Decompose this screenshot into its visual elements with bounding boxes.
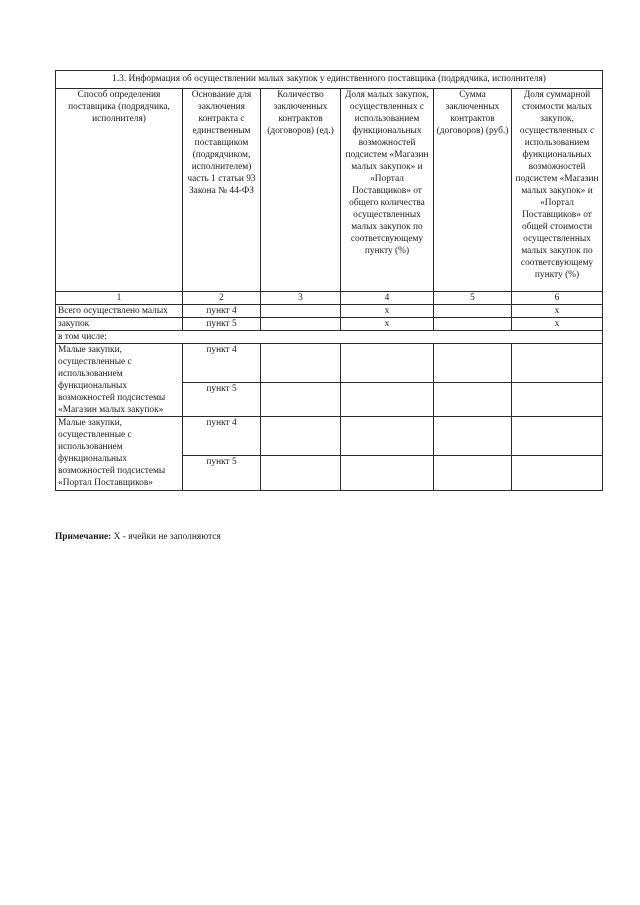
cell-count[interactable] — [261, 318, 341, 331]
total-label-line1: Всего осуществлено малых — [56, 305, 183, 318]
small-purchases-table — [55, 70, 603, 491]
x-mark: x — [512, 318, 603, 331]
cell-share-count[interactable] — [341, 382, 434, 417]
cell-share-count[interactable] — [341, 417, 434, 456]
basis-punkt4: пункт 4 — [183, 344, 261, 383]
basis-punkt5: пункт 5 — [183, 382, 261, 417]
cell-sum[interactable] — [434, 344, 512, 383]
x-mark: x — [341, 305, 434, 318]
cell-sum[interactable] — [434, 318, 512, 331]
column-number: 3 — [261, 292, 341, 305]
group1-row-punkt4 — [56, 344, 603, 383]
cell-count[interactable] — [261, 382, 341, 417]
header-share-count: Доля малых закупок, осуществленных с использованием функциональных возможностей подсистем «Магазин малых закупок» и «Портал Поставщиков» от общего количества осуществленных малых закупок по соответсвующему пункту (%) — [341, 89, 434, 292]
column-number: 5 — [434, 292, 512, 305]
cell-share-sum[interactable] — [512, 344, 603, 383]
column-number-row — [56, 292, 603, 305]
cell-share-sum[interactable] — [512, 382, 603, 417]
cell-share-sum[interactable] — [512, 455, 603, 490]
column-number: 2 — [183, 292, 261, 305]
x-mark: x — [341, 318, 434, 331]
cell-sum[interactable] — [434, 455, 512, 490]
cell-sum[interactable] — [434, 382, 512, 417]
basis-punkt4: пункт 4 — [183, 417, 261, 456]
section-title: 1.3. Информация об осуществлении малых закупок у единственного поставщика (подрядчика, исполнителя) — [56, 71, 603, 89]
basis-punkt4: пункт 4 — [183, 305, 261, 318]
header-contract-count: Количество заключенных контрактов (договоров) (ед.) — [261, 89, 341, 292]
total-row-punkt4 — [56, 305, 603, 318]
header-procurement-method: Способ определения поставщика (подрядчика, исполнителя) — [56, 89, 183, 292]
group2-label: Малые закупки, осуществленные с использованием функциональных возможностей подсистемы «Портал Поставщиков» — [56, 417, 183, 490]
note-label: Примечание: — [55, 532, 112, 542]
including-label: в том числе: — [56, 331, 603, 344]
cell-share-count[interactable] — [341, 455, 434, 490]
total-label-line2: закупок — [56, 318, 183, 331]
cell-count[interactable] — [261, 305, 341, 318]
column-number: 4 — [341, 292, 434, 305]
cell-count[interactable] — [261, 417, 341, 456]
cell-share-count[interactable] — [341, 344, 434, 383]
footnote — [55, 532, 221, 542]
group2-row-punkt4 — [56, 417, 603, 456]
column-number: 1 — [56, 292, 183, 305]
header-contract-sum: Сумма заключенных контрактов (договоров) (руб.) — [434, 89, 512, 292]
group1-label: Малые закупки, осуществленные с использованием функциональных возможностей подсистемы «Магазин малых закупок» — [56, 344, 183, 417]
cell-share-sum[interactable] — [512, 417, 603, 456]
header-share-sum: Доля суммарной стоимости малых закупок, осуществленных с использованием функциональных возможностей подсистем «Магазин малых закупок» и «Портал Поставщиков» от общей стоимости осуществленных малых закупок по соответсвующему пункту (%) — [512, 89, 603, 292]
x-mark: x — [512, 305, 603, 318]
basis-punkt5: пункт 5 — [183, 318, 261, 331]
header-contract-basis: Основание для заключения контракта с единственным поставщиком (подрядчиком, исполнителем) часть 1 статьи 93 Закона № 44-ФЗ — [183, 89, 261, 292]
total-row-punkt5 — [56, 318, 603, 331]
cell-sum[interactable] — [434, 305, 512, 318]
basis-punkt5: пункт 5 — [183, 455, 261, 490]
cell-sum[interactable] — [434, 417, 512, 456]
cell-count[interactable] — [261, 344, 341, 383]
note-text: X - ячейки не заполняются — [111, 532, 221, 542]
column-number: 6 — [512, 292, 603, 305]
cell-count[interactable] — [261, 455, 341, 490]
